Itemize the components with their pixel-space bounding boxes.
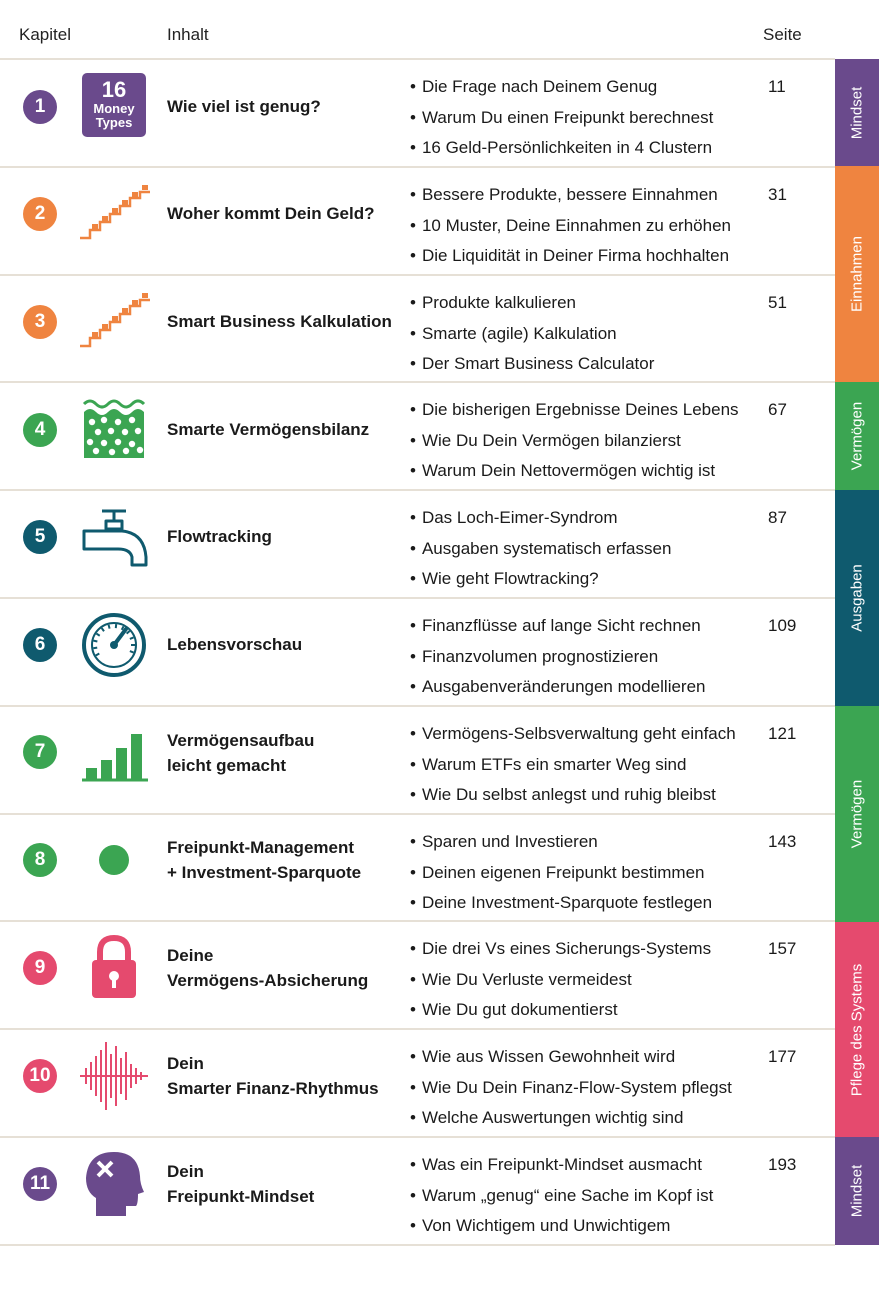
chapter-title-line1: Dein xyxy=(167,1162,204,1181)
topic-item: • Wie Du gut dokumentierst xyxy=(410,995,770,1026)
category-label: Ausgaben xyxy=(848,564,866,632)
topic-item: • Wie geht Flowtracking? xyxy=(410,564,770,595)
chapter-number: 1 xyxy=(23,90,57,124)
sound-wave-icon xyxy=(78,1040,150,1112)
page-number: 109 xyxy=(768,616,797,635)
topic-item: • Bessere Produkte, bessere Einnahmen xyxy=(410,180,770,211)
stairs-icon xyxy=(78,178,150,250)
topic-item: • Warum Du einen Freipunkt berechnest xyxy=(410,103,770,134)
badge-line2: Types xyxy=(95,115,133,130)
topic-item: • Wie aus Wissen Gewohnheit wird xyxy=(410,1042,770,1073)
chapter-topics xyxy=(410,180,770,272)
chapter-topics xyxy=(410,288,770,380)
bubbles-water-icon xyxy=(78,394,150,466)
chapter-number: 9 xyxy=(23,951,57,985)
topic-item: • 10 Muster, Deine Einnahmen zu erhöhen xyxy=(410,211,770,242)
chapter-title-line2: Vermögens-Absicherung xyxy=(167,971,369,990)
chapter-topics xyxy=(410,395,770,487)
chapter-topics xyxy=(410,1150,770,1242)
category-band xyxy=(835,59,879,166)
chapter-title-line1: Smart Business Kalkulation xyxy=(167,312,392,331)
chapter-row xyxy=(0,814,835,921)
chapter-number: 5 xyxy=(23,520,57,554)
chapter-title-line2: Freipunkt-Mindset xyxy=(167,1187,315,1206)
chapter-title xyxy=(167,524,402,549)
topic-item: • Finanzflüsse auf lange Sicht rechnen xyxy=(410,611,770,642)
chapter-title xyxy=(167,201,402,226)
topic-item: • Vermögens-Selbsverwaltung geht einfach xyxy=(410,719,770,750)
chapter-title-line1: Lebensvorschau xyxy=(167,635,303,654)
chapter-title xyxy=(167,1159,402,1209)
chapter-row xyxy=(0,490,835,597)
chapter-title xyxy=(167,1051,402,1101)
chapter-row xyxy=(0,1137,835,1244)
chapter-title xyxy=(167,943,402,993)
page-number: 11 xyxy=(768,77,786,96)
chapter-topics xyxy=(410,827,770,919)
topic-item: • 16 Geld-Persönlichkeiten in 4 Clustern xyxy=(410,133,770,164)
chapter-title xyxy=(167,632,402,657)
chapter-row xyxy=(0,59,835,166)
header-inhalt: Inhalt xyxy=(167,25,209,44)
chapter-number: 2 xyxy=(23,197,57,231)
chapter-title-line2: leicht gemacht xyxy=(167,756,287,775)
topic-item: • Wie Du Dein Finanz-Flow-System pflegst xyxy=(410,1073,770,1104)
chapter-title xyxy=(167,94,402,119)
money-types-badge-icon xyxy=(78,71,150,143)
category-label: Einnahmen xyxy=(848,236,866,312)
page-number: 177 xyxy=(768,1047,797,1066)
topic-item: • Die Frage nach Deinem Genug xyxy=(410,72,770,103)
topic-item: • Die bisherigen Ergebnisse Deines Lebens xyxy=(410,395,770,426)
category-label: Mindset xyxy=(848,86,866,139)
page-number: 51 xyxy=(768,293,787,312)
stairs-icon xyxy=(78,286,150,358)
topic-item: • Wie Du selbst anlegst und ruhig bleibst xyxy=(410,780,770,811)
chapter-number: 8 xyxy=(23,843,57,877)
topic-item: • Ausgaben systematisch erfassen xyxy=(410,534,770,565)
badge-line1: Money xyxy=(93,101,135,116)
chapter-topics xyxy=(410,1042,770,1134)
topic-item: • Welche Auswertungen wichtig sind xyxy=(410,1103,770,1134)
chapter-title xyxy=(167,728,402,778)
topic-item: • Produkte kalkulieren xyxy=(410,288,770,319)
chapter-row xyxy=(0,275,835,382)
padlock-icon xyxy=(78,932,150,1004)
chapter-number: 7 xyxy=(23,735,57,769)
chapter-topics xyxy=(410,719,770,811)
topic-item: • Ausgabenveränderungen modellieren xyxy=(410,672,770,703)
category-band xyxy=(835,166,879,382)
topic-item: • Wie Du Verluste vermeidest xyxy=(410,965,770,996)
topic-item: • Was ein Freipunkt-Mindset ausmacht xyxy=(410,1150,770,1181)
chapter-topics xyxy=(410,503,770,595)
chapter-topics xyxy=(410,72,770,164)
chapter-title-line1: Flowtracking xyxy=(167,527,272,546)
row-divider xyxy=(0,1244,835,1246)
chapter-title-line1: Freipunkt-Management xyxy=(167,838,355,857)
topic-item: • Deinen eigenen Freipunkt bestimmen xyxy=(410,858,770,889)
topic-item: • Wie Du Dein Vermögen bilanzierst xyxy=(410,426,770,457)
topic-item: • Der Smart Business Calculator xyxy=(410,349,770,380)
topic-item: • Smarte (agile) Kalkulation xyxy=(410,319,770,350)
page-number: 87 xyxy=(768,508,787,527)
chapter-topics xyxy=(410,611,770,703)
category-label: Mindset xyxy=(848,1164,866,1218)
header-kapitel: Kapitel xyxy=(19,25,71,44)
category-band xyxy=(835,382,879,490)
chapter-title xyxy=(167,417,402,442)
green-dot-icon xyxy=(78,824,150,896)
category-band xyxy=(835,922,879,1137)
chapter-title-line1: Smarte Vermögensbilanz xyxy=(167,420,370,439)
topic-item: • Deine Investment-Sparquote festlegen xyxy=(410,888,770,919)
head-profile-icon xyxy=(78,1148,150,1220)
page-number: 121 xyxy=(768,724,797,743)
category-label: Pflege des Systems xyxy=(848,963,866,1096)
water-tap-icon xyxy=(78,501,150,573)
category-band xyxy=(835,1137,879,1245)
speedometer-icon xyxy=(78,609,150,681)
chapter-row xyxy=(0,167,835,274)
topic-item: • Warum Dein Nettovermögen wichtig ist xyxy=(410,456,770,487)
topic-item: • Warum ETFs ein smarter Weg sind xyxy=(410,750,770,781)
category-band xyxy=(835,706,879,922)
chapter-title-line1: Deine xyxy=(167,946,214,965)
chapter-number: 3 xyxy=(23,305,57,339)
chapter-number: 11 xyxy=(23,1167,57,1201)
chapter-title xyxy=(167,835,402,885)
category-band xyxy=(835,490,879,706)
topic-item: • Die drei Vs eines Sicherungs-Systems xyxy=(410,934,770,965)
chapter-number: 10 xyxy=(23,1059,57,1093)
chapter-title-line2: Smarter Finanz-Rhythmus xyxy=(167,1079,379,1098)
category-label: Vermögen xyxy=(848,401,866,471)
chapter-topics xyxy=(410,934,770,1026)
page-number: 67 xyxy=(768,400,787,419)
chapter-title xyxy=(167,309,402,334)
topic-item: • Warum „genug“ eine Sache im Kopf ist xyxy=(410,1181,770,1212)
chapter-title-line1: Dein xyxy=(167,1054,204,1073)
page-number: 157 xyxy=(768,939,797,958)
chapter-row xyxy=(0,921,835,1028)
chapter-row xyxy=(0,598,835,705)
topic-item: • Das Loch-Eimer-Syndrom xyxy=(410,503,770,534)
page-number: 143 xyxy=(768,832,797,851)
category-label: Vermögen xyxy=(848,779,866,849)
topic-item: • Sparen und Investieren xyxy=(410,827,770,858)
chapter-row xyxy=(0,382,835,489)
chapter-number: 6 xyxy=(23,628,57,662)
page-number: 193 xyxy=(768,1155,797,1174)
chapter-title-line2: + Investment-Sparquote xyxy=(167,863,362,882)
bar-chart-icon xyxy=(78,716,150,788)
topic-item: • Finanzvolumen prognostizieren xyxy=(410,642,770,673)
badge-number: 16 xyxy=(101,77,127,102)
topic-item: • Die Liquidität in Deiner Firma hochhalten xyxy=(410,241,770,272)
chapter-title-line1: Vermögensaufbau xyxy=(167,731,315,750)
chapter-title-line1: Wie viel ist genug? xyxy=(167,97,321,116)
chapter-title-line1: Woher kommt Dein Geld? xyxy=(167,204,375,223)
topic-item: • Von Wichtigem und Unwichtigem xyxy=(410,1211,770,1242)
header-seite: Seite xyxy=(763,25,802,44)
chapter-row xyxy=(0,1029,835,1136)
page-number: 31 xyxy=(768,185,787,204)
chapter-number: 4 xyxy=(23,413,57,447)
chapter-row xyxy=(0,706,835,813)
